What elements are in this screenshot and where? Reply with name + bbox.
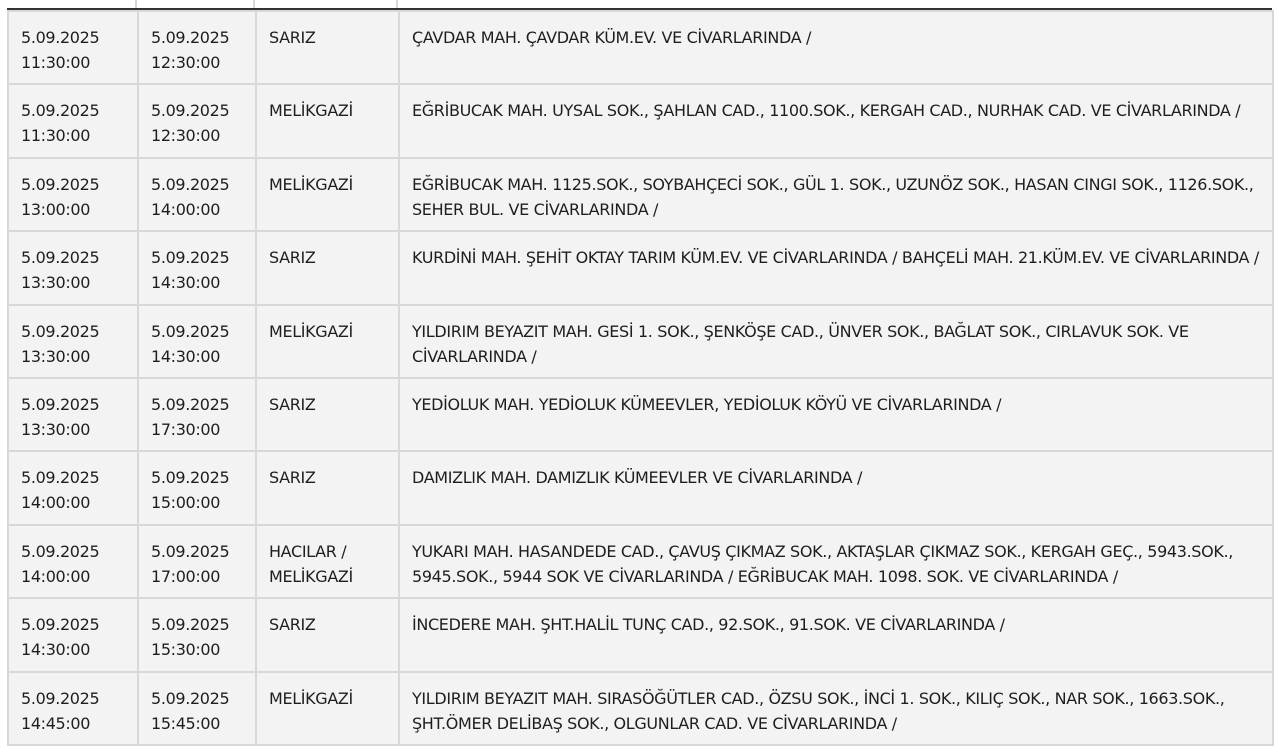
start-datetime-cell — [8, 84, 138, 157]
end-datetime-cell — [138, 525, 256, 598]
end-date: 5.09.2025 — [151, 394, 230, 414]
start-time: 13:30:00 — [21, 346, 91, 366]
end-date: 5.09.2025 — [151, 615, 230, 635]
start-date: 5.09.2025 — [21, 541, 100, 561]
end-date: 5.09.2025 — [151, 174, 230, 194]
address-cell: YILDIRIM BEYAZIT MAH. SIRASÖĞÜTLER CAD., ÖZSU SOK., İNCİ 1. SOK., KILIÇ SOK., NAR SOK., 1663.SOK., ŞHT.ÖMER DELİBAŞ SOK., OLGUNLAR CAD. VE CİVARLARINDA / — [399, 672, 1273, 745]
end-time: 17:00:00 — [151, 566, 221, 586]
district-cell: SARIZ — [256, 11, 399, 84]
district-cell: SARIZ — [256, 598, 399, 671]
start-datetime-cell — [8, 158, 138, 231]
start-datetime-cell — [8, 378, 138, 451]
outage-table-body — [8, 11, 1273, 745]
table-row — [8, 451, 1273, 524]
start-datetime-cell — [8, 672, 138, 745]
end-datetime-cell — [138, 84, 256, 157]
start-datetime-cell — [8, 598, 138, 671]
start-time: 14:00:00 — [21, 566, 91, 586]
address-cell: EĞRİBUCAK MAH. UYSAL SOK., ŞAHLAN CAD., 1100.SOK., KERGAH CAD., NURHAK CAD. VE CİVARLARINDA / — [399, 84, 1273, 157]
start-time: 14:00:00 — [21, 493, 91, 513]
start-time: 11:30:00 — [21, 126, 91, 146]
end-datetime-cell — [138, 11, 256, 84]
start-date: 5.09.2025 — [21, 615, 100, 635]
end-datetime-cell — [138, 598, 256, 671]
end-time: 15:30:00 — [151, 640, 221, 660]
table-row — [8, 84, 1273, 157]
end-date: 5.09.2025 — [151, 541, 230, 561]
district-cell: MELİKGAZİ — [256, 158, 399, 231]
end-date: 5.09.2025 — [151, 28, 230, 47]
district-cell: HACILAR / MELİKGAZİ — [256, 525, 399, 598]
start-time: 13:00:00 — [21, 199, 91, 219]
table-row — [8, 11, 1273, 84]
district-cell: SARIZ — [256, 231, 399, 304]
start-datetime-cell — [8, 525, 138, 598]
start-time: 14:30:00 — [21, 640, 91, 660]
address-cell: ÇAVDAR MAH. ÇAVDAR KÜM.EV. VE CİVARLARINDA / — [399, 11, 1273, 84]
end-time: 14:30:00 — [151, 273, 221, 293]
start-datetime-cell — [8, 11, 138, 84]
start-time: 13:30:00 — [21, 419, 91, 439]
table-row — [8, 158, 1273, 231]
start-datetime-cell — [8, 231, 138, 304]
end-datetime-cell — [138, 451, 256, 524]
address-cell: YILDIRIM BEYAZIT MAH. GESİ 1. SOK., ŞENKÖŞE CAD., ÜNVER SOK., BAĞLAT SOK., CIRLAVUK SOK. VE CİVARLARINDA / — [399, 305, 1273, 378]
end-datetime-cell — [138, 672, 256, 745]
end-datetime-cell — [138, 158, 256, 231]
end-date: 5.09.2025 — [151, 321, 230, 341]
start-date: 5.09.2025 — [21, 101, 100, 121]
end-time: 12:30:00 — [151, 126, 221, 146]
district-cell: SARIZ — [256, 378, 399, 451]
end-datetime-cell — [138, 231, 256, 304]
address-cell: EĞRİBUCAK MAH. 1125.SOK., SOYBAHÇECİ SOK., GÜL 1. SOK., UZUNÖZ SOK., HASAN CINGI SOK., 1126.SOK., SEHER BUL. VE CİVARLARINDA / — [399, 158, 1273, 231]
start-time: 11:30:00 — [21, 53, 91, 72]
table-top-border — [7, 0, 1272, 10]
address-cell: YUKARI MAH. HASANDEDE CAD., ÇAVUŞ ÇIKMAZ SOK., AKTAŞLAR ÇIKMAZ SOK., KERGAH GEÇ., 5943.SOK., 5945.SOK., 5944 SOK VE CİVARLARINDA / EĞRİBUCAK MAH. 1098. SOK. VE CİVARLARINDA / — [399, 525, 1273, 598]
table-row — [8, 525, 1273, 598]
start-date: 5.09.2025 — [21, 468, 100, 488]
table-row — [8, 305, 1273, 378]
start-time: 14:45:00 — [21, 713, 91, 733]
district-cell: SARIZ — [256, 451, 399, 524]
outage-table — [7, 10, 1274, 746]
address-cell: KURDİNİ MAH. ŞEHİT OKTAY TARIM KÜM.EV. VE CİVARLARINDA / BAHÇELİ MAH. 21.KÜM.EV. VE CİVARLARINDA / — [399, 231, 1273, 304]
end-date: 5.09.2025 — [151, 688, 230, 708]
end-date: 5.09.2025 — [151, 468, 230, 488]
end-time: 15:45:00 — [151, 713, 221, 733]
address-cell: DAMIZLIK MAH. DAMIZLIK KÜMEEVLER VE CİVARLARINDA / — [399, 451, 1273, 524]
end-datetime-cell — [138, 378, 256, 451]
start-date: 5.09.2025 — [21, 321, 100, 341]
table-row — [8, 378, 1273, 451]
end-datetime-cell — [138, 305, 256, 378]
table-row — [8, 672, 1273, 745]
district-cell: MELİKGAZİ — [256, 305, 399, 378]
table-row — [8, 598, 1273, 671]
start-time: 13:30:00 — [21, 273, 91, 293]
district-cell: MELİKGAZİ — [256, 84, 399, 157]
end-date: 5.09.2025 — [151, 101, 230, 121]
start-date: 5.09.2025 — [21, 174, 100, 194]
table-row — [8, 231, 1273, 304]
start-date: 5.09.2025 — [21, 248, 100, 268]
start-datetime-cell — [8, 305, 138, 378]
address-cell: İNCEDERE MAH. ŞHT.HALİL TUNÇ CAD., 92.SOK., 91.SOK. VE CİVARLARINDA / — [399, 598, 1273, 671]
end-time: 14:00:00 — [151, 199, 221, 219]
district-cell: MELİKGAZİ — [256, 672, 399, 745]
start-date: 5.09.2025 — [21, 688, 100, 708]
address-cell: YEDİOLUK MAH. YEDİOLUK KÜMEEVLER, YEDİOLUK KÖYÜ VE CİVARLARINDA / — [399, 378, 1273, 451]
start-date: 5.09.2025 — [21, 28, 100, 47]
start-date: 5.09.2025 — [21, 394, 100, 414]
outage-table-container — [7, 0, 1272, 746]
start-datetime-cell — [8, 451, 138, 524]
end-time: 12:30:00 — [151, 53, 221, 72]
end-time: 17:30:00 — [151, 419, 221, 439]
end-date: 5.09.2025 — [151, 248, 230, 268]
end-time: 15:00:00 — [151, 493, 221, 513]
end-time: 14:30:00 — [151, 346, 221, 366]
